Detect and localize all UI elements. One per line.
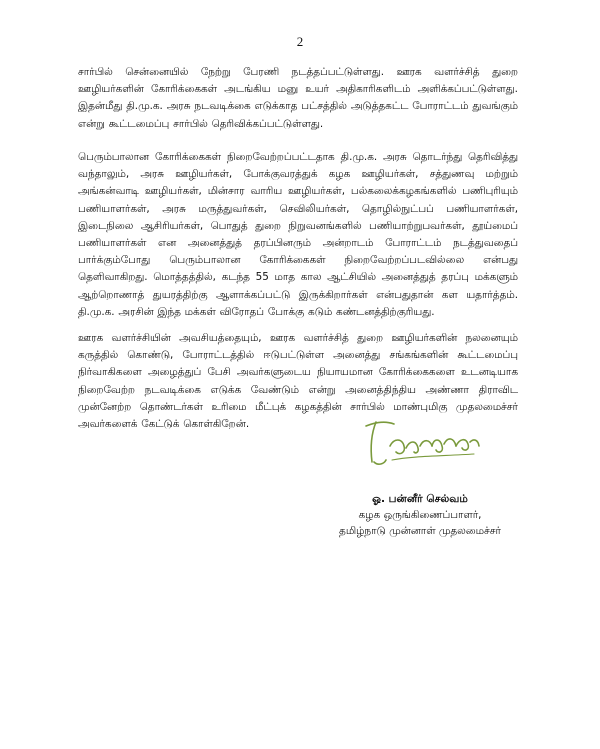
signatory-designation: கழக ஒருங்கிணைப்பாளர், <box>358 509 482 521</box>
signatory-former-title: தமிழ்நாடு முன்னாள் முதலமைச்சர் <box>339 525 501 537</box>
handwritten-signature-image <box>362 416 482 472</box>
page-number: 2 <box>296 34 304 49</box>
paragraph-1: சார்பில் சென்னையில் நேற்று பேரணி நடத்தப்பட்டுள்ளது. ஊரக வளர்ச்சித் துறை ஊழியர்களின் கோரிக்கைகள் அடங்கிய மனு உயர் அதிகாரிகளிடம் அளிக்கப்பட்டுள்ளது. இதன்மீது தி.மு.க. அரசு நடவடிக்கை எடுக்காத பட்சத்தில் அடுத்தகட்ட போராட்டம் துவங்கும் என்று கூட்டமைப்பு சார்பில் தெரிவிக்கப்பட்டுள்ளது. <box>78 66 518 130</box>
paragraph-2: பெரும்பாலான கோரிக்கைகள் நிறைவேற்றப்பட்டதாக தி.மு.க. அரசு தொடர்ந்து தெரிவித்து வந்தாலும், அரசு ஊழியர்கள், போக்குவரத்துக் கழக ஊழியர்கள், சத்துணவு மற்றும் அங்கன்வாடி ஊழியர்கள், மின்சார வாரிய ஊழியர்கள், பல்கலைக்கழகங்களில் பணிபுரியும் பணியாளர்கள், அரசு மருத்துவர்கள், செவிலியர்கள், தொழில்நுட்பப் பணியாளர்கள், இடைநிலை ஆசிரியர்கள், பொதுத் துறை நிறுவனங்களில் பணியாற்றுபவர்கள், தூய்மைப் பணியாளர்கள் என அனைத்துத் தரப்பினரும் அன்றாடம் போராட்டம் நடத்துவதைப் பார்க்கும்போது பெரும்பாலான கோரிக்கைகள் நிறைவேற்றப்படவில்லை என்பது தெளிவாகிறது. மொத்தத்தில், கடந்த 55 மாத கால ஆட்சியில் அனைத்துத் தரப்பு மக்களும் ஆற்றொணாத் துயரத்திற்கு ஆளாக்கப்பட்டு இருக்கிறார்கள் என்பதுதான் கள யதார்த்தம். தி.மு.க. அரசின் இந்த மக்கள் விரோதப் போக்கு கடும் கண்டனத்திற்குரியது. <box>78 151 518 318</box>
paragraph-3: ஊரக வளர்ச்சியின் அவசியத்தையும், ஊரக வளர்ச்சித் துறை ஊழியர்களின் நலனையும் கருத்தில் கொண்டு, போராட்டத்தில் ஈடுபட்டுள்ள அனைத்து சங்கங்களின் கூட்டமைப்பு நிர்வாகிகளை அழைத்துப் பேசி அவர்களுடைய நியாயமான கோரிக்கைகளை உடனடியாக நிறைவேற்ற நடவடிக்கை எடுக்க வேண்டும் என்று அனைத்திந்திய அண்ணா திராவிட முன்னேற்ற தொண்டர்கள் உரிமை மீட்புக் கழகத்தின் சார்பில் மாண்புமிகு முதலமைச்சர் அவர்களைக் கேட்டுக் கொள்கிறேன். <box>78 332 518 431</box>
signature-block <box>320 491 520 539</box>
signatory-name: ஓ. பன்னீர் செல்வம் <box>372 493 468 505</box>
